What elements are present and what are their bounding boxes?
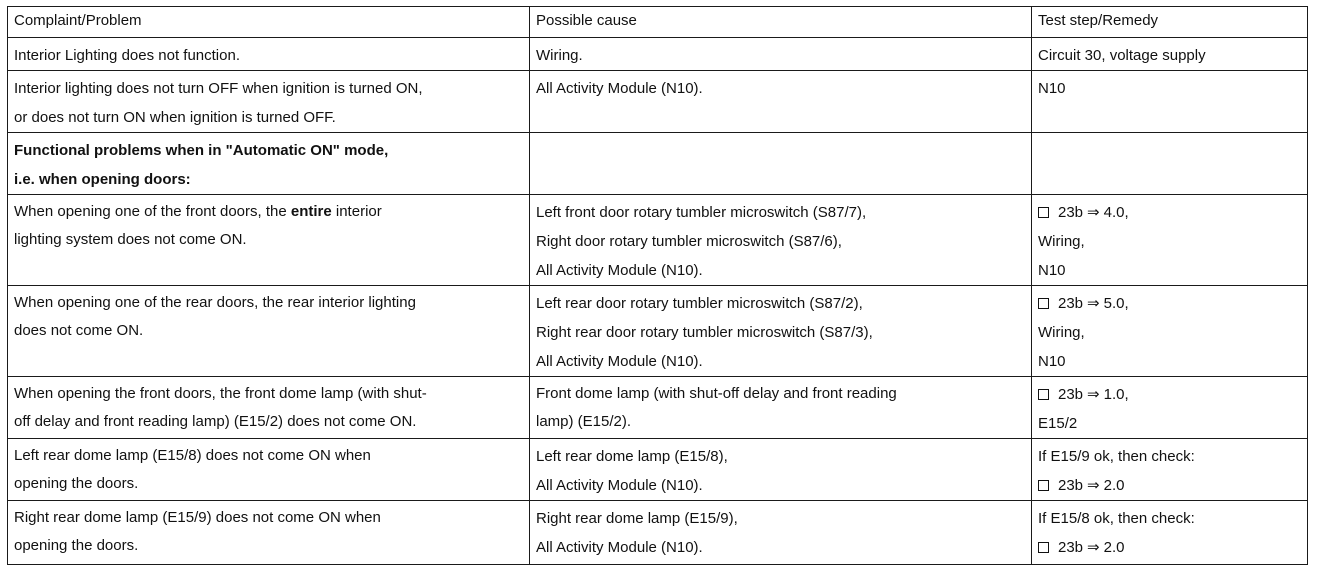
- arrow-icon: ⇒: [1087, 386, 1100, 403]
- cause-cell: [530, 71, 1032, 133]
- section-heading: i.e. when opening doors:: [14, 171, 191, 188]
- test-step-section: 2.0: [1103, 477, 1125, 494]
- complaint-text: Interior Lighting does not function.: [14, 47, 240, 64]
- cause-text: All Activity Module (N10).: [536, 477, 703, 494]
- complaint-cell: [8, 195, 530, 286]
- complaint-text: does not come ON.: [14, 322, 144, 339]
- remedy-text: Wiring,: [1038, 324, 1085, 341]
- cause-cell: [530, 501, 1032, 565]
- remedy-cell: [1032, 38, 1308, 71]
- complaint-text: When opening one of the rear doors, the rear interior lighting: [14, 294, 416, 311]
- cause-cell: [530, 286, 1032, 377]
- cause-text: Left rear door rotary tumbler microswitch (S87/2),: [536, 295, 863, 312]
- remedy-text: If E15/9 ok, then check:: [1038, 448, 1195, 465]
- complaint-text: [14, 198, 529, 225]
- test-step-section: 1.0,: [1103, 386, 1129, 403]
- complaint-text-part: interior: [331, 203, 382, 220]
- remedy-text: N10: [1038, 353, 1066, 370]
- test-step-number: 23b: [1058, 295, 1084, 312]
- header-cause: Possible cause: [530, 7, 1032, 38]
- test-step-box-icon: [1038, 298, 1049, 309]
- cause-text: Left rear dome lamp (E15/8),: [536, 448, 728, 465]
- section-heading: Functional problems when in "Automatic ON" mode,: [14, 142, 389, 159]
- cause-cell: [530, 133, 1032, 195]
- test-step-number: 23b: [1058, 386, 1084, 403]
- arrow-icon: ⇒: [1087, 539, 1100, 556]
- complaint-cell: [8, 38, 530, 71]
- table-row: [8, 439, 1308, 501]
- table-row: [8, 133, 1308, 195]
- arrow-icon: ⇒: [1087, 204, 1100, 221]
- test-step-ref: [1038, 380, 1307, 409]
- complaint-text: opening the doors.: [14, 537, 139, 554]
- remedy-cell: [1032, 133, 1308, 195]
- cause-text: All Activity Module (N10).: [536, 80, 703, 97]
- cause-cell: [530, 195, 1032, 286]
- cause-cell: [530, 439, 1032, 501]
- diagnosis-table: [7, 6, 1308, 565]
- complaint-cell: [8, 377, 530, 439]
- table-row: [8, 71, 1308, 133]
- complaint-cell: [8, 286, 530, 377]
- table-row: [8, 286, 1308, 377]
- cause-text: Left front door rotary tumbler microswitch (S87/7),: [536, 204, 867, 221]
- complaint-text-emphasis: entire: [290, 203, 332, 220]
- remedy-cell: [1032, 439, 1308, 501]
- cause-text: All Activity Module (N10).: [536, 353, 703, 370]
- cause-text: All Activity Module (N10).: [536, 262, 703, 279]
- header-row: [8, 7, 1308, 38]
- header-complaint: Complaint/Problem: [8, 7, 530, 38]
- test-step-box-icon: [1038, 542, 1049, 553]
- cause-text: Wiring.: [536, 47, 583, 64]
- complaint-text-part: When opening one of the front doors, the: [14, 203, 291, 220]
- test-step-box-icon: [1038, 389, 1049, 400]
- table-row: [8, 501, 1308, 565]
- remedy-text: N10: [1038, 80, 1066, 97]
- test-step-number: 23b: [1058, 204, 1084, 221]
- complaint-text: Left rear dome lamp (E15/8) does not come ON when: [14, 447, 371, 464]
- remedy-cell: [1032, 501, 1308, 565]
- table-row: [8, 377, 1308, 439]
- cause-text: All Activity Module (N10).: [536, 539, 703, 556]
- remedy-text: E15/2: [1038, 415, 1078, 432]
- complaint-text: or does not turn ON when ignition is turned OFF.: [14, 109, 336, 126]
- test-step-number: 23b: [1058, 539, 1084, 556]
- cause-text: Right door rotary tumbler microswitch (S87/6),: [536, 233, 842, 250]
- remedy-text: If E15/8 ok, then check:: [1038, 510, 1195, 527]
- cause-text: Right rear dome lamp (E15/9),: [536, 510, 738, 527]
- remedy-text: Wiring,: [1038, 233, 1085, 250]
- test-step-box-icon: [1038, 480, 1049, 491]
- complaint-text: Right rear dome lamp (E15/9) does not come ON when: [14, 509, 381, 526]
- test-step-section: 4.0,: [1103, 204, 1129, 221]
- cause-cell: [530, 38, 1032, 71]
- remedy-cell: [1032, 195, 1308, 286]
- test-step-ref: [1038, 289, 1307, 318]
- complaint-cell: [8, 439, 530, 501]
- remedy-text: Circuit 30, voltage supply: [1038, 47, 1206, 64]
- cause-text: Front dome lamp (with shut-off delay and front reading: [536, 385, 897, 402]
- remedy-cell: [1032, 71, 1308, 133]
- cause-text: Right rear door rotary tumbler microswitch (S87/3),: [536, 324, 873, 341]
- remedy-cell: [1032, 286, 1308, 377]
- remedy-cell: [1032, 377, 1308, 439]
- test-step-section: 5.0,: [1103, 295, 1129, 312]
- test-step-box-icon: [1038, 207, 1049, 218]
- complaint-cell: [8, 501, 530, 565]
- complaint-text: opening the doors.: [14, 475, 139, 492]
- complaint-text: Interior lighting does not turn OFF when ignition is turned ON,: [14, 80, 423, 97]
- test-step-ref: [1038, 198, 1307, 227]
- table-row: [8, 38, 1308, 71]
- test-step-number: 23b: [1058, 477, 1084, 494]
- header-remedy: Test step/Remedy: [1032, 7, 1308, 38]
- complaint-cell: [8, 133, 530, 195]
- complaint-text: lighting system does not come ON.: [14, 231, 247, 248]
- arrow-icon: ⇒: [1087, 295, 1100, 312]
- complaint-text: off delay and front reading lamp) (E15/2) does not come ON.: [14, 413, 417, 430]
- complaint-cell: [8, 71, 530, 133]
- test-step-ref: [1038, 533, 1307, 562]
- remedy-text: N10: [1038, 262, 1066, 279]
- test-step-ref: [1038, 471, 1307, 500]
- test-step-section: 2.0: [1103, 539, 1125, 556]
- cause-cell: [530, 377, 1032, 439]
- table-row: [8, 195, 1308, 286]
- cause-text: lamp) (E15/2).: [536, 413, 632, 430]
- complaint-text: When opening the front doors, the front dome lamp (with shut-: [14, 385, 427, 402]
- arrow-icon: ⇒: [1087, 477, 1100, 494]
